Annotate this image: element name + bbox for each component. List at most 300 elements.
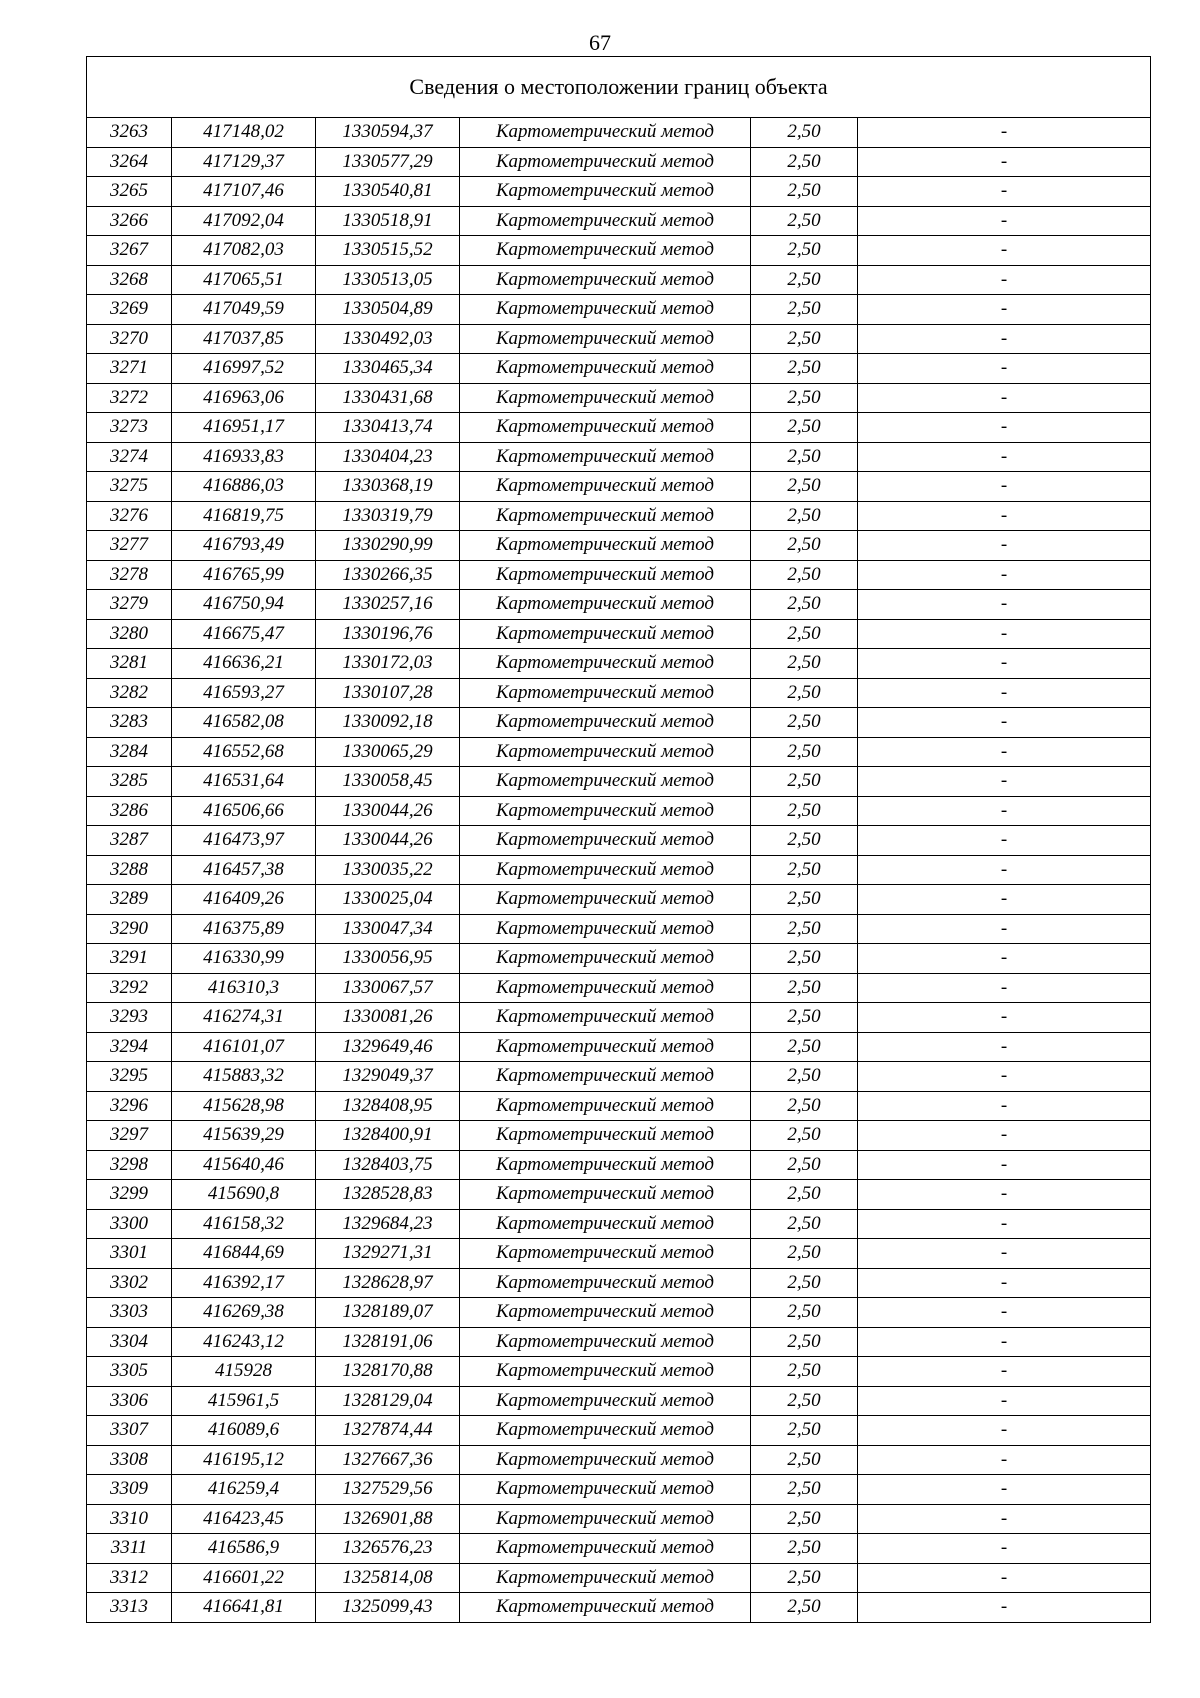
y-coordinate-cell: 1328628,97: [316, 1268, 460, 1298]
accuracy-cell: 2,50: [751, 1475, 858, 1505]
y-coordinate-cell: 1330492,03: [316, 324, 460, 354]
y-coordinate-cell: 1330504,89: [316, 295, 460, 325]
table-row: [87, 767, 1151, 797]
description-cell: -: [858, 1504, 1151, 1534]
method-cell: Картометрический метод: [460, 1239, 751, 1269]
accuracy-cell: 2,50: [751, 1180, 858, 1210]
x-coordinate-cell: 416457,38: [172, 855, 316, 885]
table-row: [87, 1445, 1151, 1475]
description-cell: -: [858, 354, 1151, 384]
description-cell: -: [858, 914, 1151, 944]
method-cell: Картометрический метод: [460, 413, 751, 443]
table-row: [87, 1563, 1151, 1593]
point-number-cell: 3305: [87, 1357, 172, 1387]
description-cell: -: [858, 442, 1151, 472]
y-coordinate-cell: 1328191,06: [316, 1327, 460, 1357]
table-row: [87, 383, 1151, 413]
y-coordinate-cell: 1330092,18: [316, 708, 460, 738]
x-coordinate-cell: 415628,98: [172, 1091, 316, 1121]
accuracy-cell: 2,50: [751, 855, 858, 885]
method-cell: Картометрический метод: [460, 619, 751, 649]
table-body: [87, 118, 1151, 1623]
table-row: [87, 1150, 1151, 1180]
x-coordinate-cell: 416409,26: [172, 885, 316, 915]
table-row: [87, 206, 1151, 236]
x-coordinate-cell: 416951,17: [172, 413, 316, 443]
point-number-cell: 3290: [87, 914, 172, 944]
method-cell: Картометрический метод: [460, 1593, 751, 1623]
x-coordinate-cell: 417049,59: [172, 295, 316, 325]
description-cell: -: [858, 1445, 1151, 1475]
table-row: [87, 855, 1151, 885]
accuracy-cell: 2,50: [751, 737, 858, 767]
point-number-cell: 3303: [87, 1298, 172, 1328]
method-cell: Картометрический метод: [460, 1150, 751, 1180]
method-cell: Картометрический метод: [460, 1298, 751, 1328]
description-cell: -: [858, 1563, 1151, 1593]
method-cell: Картометрический метод: [460, 295, 751, 325]
point-number-cell: 3276: [87, 501, 172, 531]
table-row: [87, 1003, 1151, 1033]
description-cell: -: [858, 708, 1151, 738]
x-coordinate-cell: 417148,02: [172, 118, 316, 148]
y-coordinate-cell: 1325099,43: [316, 1593, 460, 1623]
table-row: [87, 1475, 1151, 1505]
table-row: [87, 737, 1151, 767]
accuracy-cell: 2,50: [751, 442, 858, 472]
table-row: [87, 1268, 1151, 1298]
point-number-cell: 3286: [87, 796, 172, 826]
accuracy-cell: 2,50: [751, 796, 858, 826]
method-cell: Картометрический метод: [460, 885, 751, 915]
method-cell: Картометрический метод: [460, 1445, 751, 1475]
method-cell: Картометрический метод: [460, 708, 751, 738]
description-cell: -: [858, 1416, 1151, 1446]
accuracy-cell: 2,50: [751, 678, 858, 708]
description-cell: -: [858, 1386, 1151, 1416]
method-cell: Картометрический метод: [460, 236, 751, 266]
accuracy-cell: 2,50: [751, 1504, 858, 1534]
description-cell: -: [858, 1475, 1151, 1505]
table-row: [87, 885, 1151, 915]
point-number-cell: 3302: [87, 1268, 172, 1298]
accuracy-cell: 2,50: [751, 885, 858, 915]
point-number-cell: 3311: [87, 1534, 172, 1564]
method-cell: Картометрический метод: [460, 1475, 751, 1505]
table-row: [87, 1386, 1151, 1416]
table-row: [87, 1504, 1151, 1534]
accuracy-cell: 2,50: [751, 147, 858, 177]
y-coordinate-cell: 1330413,74: [316, 413, 460, 443]
x-coordinate-cell: 415928: [172, 1357, 316, 1387]
y-coordinate-cell: 1330196,76: [316, 619, 460, 649]
table-row: [87, 1091, 1151, 1121]
x-coordinate-cell: 416375,89: [172, 914, 316, 944]
x-coordinate-cell: 416473,97: [172, 826, 316, 856]
y-coordinate-cell: 1330172,03: [316, 649, 460, 679]
table-row: [87, 413, 1151, 443]
accuracy-cell: 2,50: [751, 1121, 858, 1151]
description-cell: -: [858, 206, 1151, 236]
x-coordinate-cell: 416101,07: [172, 1032, 316, 1062]
y-coordinate-cell: 1330404,23: [316, 442, 460, 472]
x-coordinate-cell: 416765,99: [172, 560, 316, 590]
description-cell: -: [858, 1121, 1151, 1151]
point-number-cell: 3285: [87, 767, 172, 797]
method-cell: Картометрический метод: [460, 1504, 751, 1534]
y-coordinate-cell: 1330056,95: [316, 944, 460, 974]
x-coordinate-cell: 416641,81: [172, 1593, 316, 1623]
description-cell: -: [858, 1180, 1151, 1210]
description-cell: -: [858, 855, 1151, 885]
accuracy-cell: 2,50: [751, 560, 858, 590]
x-coordinate-cell: 416243,12: [172, 1327, 316, 1357]
x-coordinate-cell: 416269,38: [172, 1298, 316, 1328]
table-row: [87, 295, 1151, 325]
description-cell: -: [858, 147, 1151, 177]
point-number-cell: 3289: [87, 885, 172, 915]
point-number-cell: 3287: [87, 826, 172, 856]
description-cell: -: [858, 944, 1151, 974]
point-number-cell: 3306: [87, 1386, 172, 1416]
method-cell: Картометрический метод: [460, 560, 751, 590]
description-cell: -: [858, 1209, 1151, 1239]
method-cell: Картометрический метод: [460, 973, 751, 1003]
x-coordinate-cell: 416310,3: [172, 973, 316, 1003]
table-row: [87, 1180, 1151, 1210]
x-coordinate-cell: 416601,22: [172, 1563, 316, 1593]
description-cell: -: [858, 118, 1151, 148]
point-number-cell: 3292: [87, 973, 172, 1003]
table-row: [87, 914, 1151, 944]
x-coordinate-cell: 417082,03: [172, 236, 316, 266]
point-number-cell: 3312: [87, 1563, 172, 1593]
y-coordinate-cell: 1330513,05: [316, 265, 460, 295]
description-cell: -: [858, 1357, 1151, 1387]
point-number-cell: 3280: [87, 619, 172, 649]
table-row: [87, 619, 1151, 649]
accuracy-cell: 2,50: [751, 1003, 858, 1033]
x-coordinate-cell: 416997,52: [172, 354, 316, 384]
x-coordinate-cell: 416195,12: [172, 1445, 316, 1475]
description-cell: -: [858, 826, 1151, 856]
y-coordinate-cell: 1328189,07: [316, 1298, 460, 1328]
y-coordinate-cell: 1327667,36: [316, 1445, 460, 1475]
accuracy-cell: 2,50: [751, 501, 858, 531]
description-cell: -: [858, 885, 1151, 915]
table-title: Сведения о местоположении границ объекта: [87, 57, 1151, 118]
accuracy-cell: 2,50: [751, 1209, 858, 1239]
accuracy-cell: 2,50: [751, 383, 858, 413]
table-row: [87, 118, 1151, 148]
method-cell: Картометрический метод: [460, 914, 751, 944]
table-row: [87, 442, 1151, 472]
point-number-cell: 3304: [87, 1327, 172, 1357]
description-cell: -: [858, 265, 1151, 295]
x-coordinate-cell: 416330,99: [172, 944, 316, 974]
accuracy-cell: 2,50: [751, 973, 858, 1003]
table-row: [87, 147, 1151, 177]
accuracy-cell: 2,50: [751, 236, 858, 266]
method-cell: Картометрический метод: [460, 796, 751, 826]
accuracy-cell: 2,50: [751, 1268, 858, 1298]
x-coordinate-cell: 416582,08: [172, 708, 316, 738]
point-number-cell: 3273: [87, 413, 172, 443]
method-cell: Картометрический метод: [460, 1003, 751, 1033]
table-row: [87, 1062, 1151, 1092]
table-row: [87, 1239, 1151, 1269]
method-cell: Картометрический метод: [460, 501, 751, 531]
x-coordinate-cell: 416506,66: [172, 796, 316, 826]
point-number-cell: 3297: [87, 1121, 172, 1151]
point-number-cell: 3293: [87, 1003, 172, 1033]
point-number-cell: 3291: [87, 944, 172, 974]
x-coordinate-cell: 417092,04: [172, 206, 316, 236]
x-coordinate-cell: 416886,03: [172, 472, 316, 502]
y-coordinate-cell: 1330594,37: [316, 118, 460, 148]
y-coordinate-cell: 1328170,88: [316, 1357, 460, 1387]
x-coordinate-cell: 417065,51: [172, 265, 316, 295]
x-coordinate-cell: 416593,27: [172, 678, 316, 708]
accuracy-cell: 2,50: [751, 826, 858, 856]
point-number-cell: 3296: [87, 1091, 172, 1121]
table-row: [87, 708, 1151, 738]
table-row: [87, 177, 1151, 207]
accuracy-cell: 2,50: [751, 206, 858, 236]
description-cell: -: [858, 383, 1151, 413]
x-coordinate-cell: 415690,8: [172, 1180, 316, 1210]
y-coordinate-cell: 1330081,26: [316, 1003, 460, 1033]
x-coordinate-cell: 416158,32: [172, 1209, 316, 1239]
x-coordinate-cell: 416552,68: [172, 737, 316, 767]
accuracy-cell: 2,50: [751, 118, 858, 148]
x-coordinate-cell: 416844,69: [172, 1239, 316, 1269]
x-coordinate-cell: 417037,85: [172, 324, 316, 354]
description-cell: -: [858, 295, 1151, 325]
boundary-coordinates-table: [86, 56, 1151, 1623]
description-cell: -: [858, 472, 1151, 502]
method-cell: Картометрический метод: [460, 354, 751, 384]
method-cell: Картометрический метод: [460, 678, 751, 708]
method-cell: Картометрический метод: [460, 649, 751, 679]
method-cell: Картометрический метод: [460, 855, 751, 885]
point-number-cell: 3310: [87, 1504, 172, 1534]
point-number-cell: 3271: [87, 354, 172, 384]
x-coordinate-cell: 416423,45: [172, 1504, 316, 1534]
point-number-cell: 3266: [87, 206, 172, 236]
method-cell: Картометрический метод: [460, 1416, 751, 1446]
accuracy-cell: 2,50: [751, 708, 858, 738]
y-coordinate-cell: 1330044,26: [316, 826, 460, 856]
accuracy-cell: 2,50: [751, 1593, 858, 1623]
y-coordinate-cell: 1330465,34: [316, 354, 460, 384]
y-coordinate-cell: 1329049,37: [316, 1062, 460, 1092]
accuracy-cell: 2,50: [751, 1534, 858, 1564]
table-row: [87, 354, 1151, 384]
table-row: [87, 472, 1151, 502]
accuracy-cell: 2,50: [751, 1150, 858, 1180]
description-cell: -: [858, 796, 1151, 826]
y-coordinate-cell: 1329649,46: [316, 1032, 460, 1062]
description-cell: -: [858, 531, 1151, 561]
accuracy-cell: 2,50: [751, 1416, 858, 1446]
x-coordinate-cell: 416750,94: [172, 590, 316, 620]
method-cell: Картометрический метод: [460, 590, 751, 620]
x-coordinate-cell: 416793,49: [172, 531, 316, 561]
accuracy-cell: 2,50: [751, 324, 858, 354]
description-cell: -: [858, 619, 1151, 649]
x-coordinate-cell: 416089,6: [172, 1416, 316, 1446]
description-cell: -: [858, 1150, 1151, 1180]
y-coordinate-cell: 1329271,31: [316, 1239, 460, 1269]
y-coordinate-cell: 1330025,04: [316, 885, 460, 915]
x-coordinate-cell: 416933,83: [172, 442, 316, 472]
description-cell: -: [858, 737, 1151, 767]
point-number-cell: 3270: [87, 324, 172, 354]
x-coordinate-cell: 416259,4: [172, 1475, 316, 1505]
point-number-cell: 3301: [87, 1239, 172, 1269]
table-row: [87, 590, 1151, 620]
point-number-cell: 3288: [87, 855, 172, 885]
point-number-cell: 3278: [87, 560, 172, 590]
method-cell: Картометрический метод: [460, 324, 751, 354]
y-coordinate-cell: 1330065,29: [316, 737, 460, 767]
method-cell: Картометрический метод: [460, 442, 751, 472]
y-coordinate-cell: 1330515,52: [316, 236, 460, 266]
accuracy-cell: 2,50: [751, 1327, 858, 1357]
method-cell: Картометрический метод: [460, 944, 751, 974]
x-coordinate-cell: 416819,75: [172, 501, 316, 531]
point-number-cell: 3263: [87, 118, 172, 148]
method-cell: Картометрический метод: [460, 1062, 751, 1092]
table-row: [87, 1032, 1151, 1062]
accuracy-cell: 2,50: [751, 1032, 858, 1062]
description-cell: -: [858, 1062, 1151, 1092]
page-number: 67: [589, 30, 611, 55]
method-cell: Картометрический метод: [460, 1534, 751, 1564]
method-cell: Картометрический метод: [460, 1386, 751, 1416]
description-cell: -: [858, 236, 1151, 266]
point-number-cell: 3313: [87, 1593, 172, 1623]
accuracy-cell: 2,50: [751, 472, 858, 502]
table-row: [87, 1327, 1151, 1357]
accuracy-cell: 2,50: [751, 1445, 858, 1475]
method-cell: Картометрический метод: [460, 1091, 751, 1121]
y-coordinate-cell: 1330577,29: [316, 147, 460, 177]
point-number-cell: 3294: [87, 1032, 172, 1062]
method-cell: Картометрический метод: [460, 147, 751, 177]
method-cell: Картометрический метод: [460, 826, 751, 856]
point-number-cell: 3268: [87, 265, 172, 295]
y-coordinate-cell: 1330044,26: [316, 796, 460, 826]
x-coordinate-cell: 416675,47: [172, 619, 316, 649]
y-coordinate-cell: 1330107,28: [316, 678, 460, 708]
accuracy-cell: 2,50: [751, 413, 858, 443]
description-cell: -: [858, 678, 1151, 708]
table-row: [87, 324, 1151, 354]
y-coordinate-cell: 1330540,81: [316, 177, 460, 207]
table-row: [87, 1416, 1151, 1446]
description-cell: -: [858, 1327, 1151, 1357]
y-coordinate-cell: 1330047,34: [316, 914, 460, 944]
point-number-cell: 3299: [87, 1180, 172, 1210]
x-coordinate-cell: 416531,64: [172, 767, 316, 797]
y-coordinate-cell: 1328408,95: [316, 1091, 460, 1121]
x-coordinate-cell: 416636,21: [172, 649, 316, 679]
y-coordinate-cell: 1330319,79: [316, 501, 460, 531]
method-cell: Картометрический метод: [460, 265, 751, 295]
description-cell: -: [858, 413, 1151, 443]
point-number-cell: 3284: [87, 737, 172, 767]
point-number-cell: 3267: [87, 236, 172, 266]
y-coordinate-cell: 1330067,57: [316, 973, 460, 1003]
table-row: [87, 826, 1151, 856]
point-number-cell: 3308: [87, 1445, 172, 1475]
x-coordinate-cell: 417129,37: [172, 147, 316, 177]
accuracy-cell: 2,50: [751, 1062, 858, 1092]
description-cell: -: [858, 324, 1151, 354]
table-row: [87, 796, 1151, 826]
y-coordinate-cell: 1328400,91: [316, 1121, 460, 1151]
point-number-cell: 3274: [87, 442, 172, 472]
method-cell: Картометрический метод: [460, 383, 751, 413]
point-number-cell: 3265: [87, 177, 172, 207]
table-row: [87, 1534, 1151, 1564]
table-row: [87, 1298, 1151, 1328]
y-coordinate-cell: 1330257,16: [316, 590, 460, 620]
x-coordinate-cell: 416274,31: [172, 1003, 316, 1033]
accuracy-cell: 2,50: [751, 767, 858, 797]
description-cell: -: [858, 501, 1151, 531]
point-number-cell: 3272: [87, 383, 172, 413]
method-cell: Картометрический метод: [460, 177, 751, 207]
description-cell: -: [858, 767, 1151, 797]
x-coordinate-cell: 415961,5: [172, 1386, 316, 1416]
y-coordinate-cell: 1326576,23: [316, 1534, 460, 1564]
x-coordinate-cell: 415883,32: [172, 1062, 316, 1092]
y-coordinate-cell: 1327529,56: [316, 1475, 460, 1505]
y-coordinate-cell: 1330431,68: [316, 383, 460, 413]
point-number-cell: 3309: [87, 1475, 172, 1505]
accuracy-cell: 2,50: [751, 619, 858, 649]
table-row: [87, 560, 1151, 590]
description-cell: -: [858, 1032, 1151, 1062]
y-coordinate-cell: 1330266,35: [316, 560, 460, 590]
y-coordinate-cell: 1330368,19: [316, 472, 460, 502]
method-cell: Картометрический метод: [460, 1268, 751, 1298]
table-row: [87, 1209, 1151, 1239]
method-cell: Картометрический метод: [460, 1032, 751, 1062]
accuracy-cell: 2,50: [751, 649, 858, 679]
method-cell: Картометрический метод: [460, 531, 751, 561]
point-number-cell: 3279: [87, 590, 172, 620]
point-number-cell: 3283: [87, 708, 172, 738]
method-cell: Картометрический метод: [460, 118, 751, 148]
y-coordinate-cell: 1330518,91: [316, 206, 460, 236]
description-cell: -: [858, 1268, 1151, 1298]
table-row: [87, 1357, 1151, 1387]
x-coordinate-cell: 415639,29: [172, 1121, 316, 1151]
method-cell: Картометрический метод: [460, 1327, 751, 1357]
y-coordinate-cell: 1329684,23: [316, 1209, 460, 1239]
method-cell: Картометрический метод: [460, 1563, 751, 1593]
y-coordinate-cell: 1328528,83: [316, 1180, 460, 1210]
table-row: [87, 678, 1151, 708]
accuracy-cell: 2,50: [751, 1298, 858, 1328]
point-number-cell: 3264: [87, 147, 172, 177]
accuracy-cell: 2,50: [751, 914, 858, 944]
description-cell: -: [858, 649, 1151, 679]
